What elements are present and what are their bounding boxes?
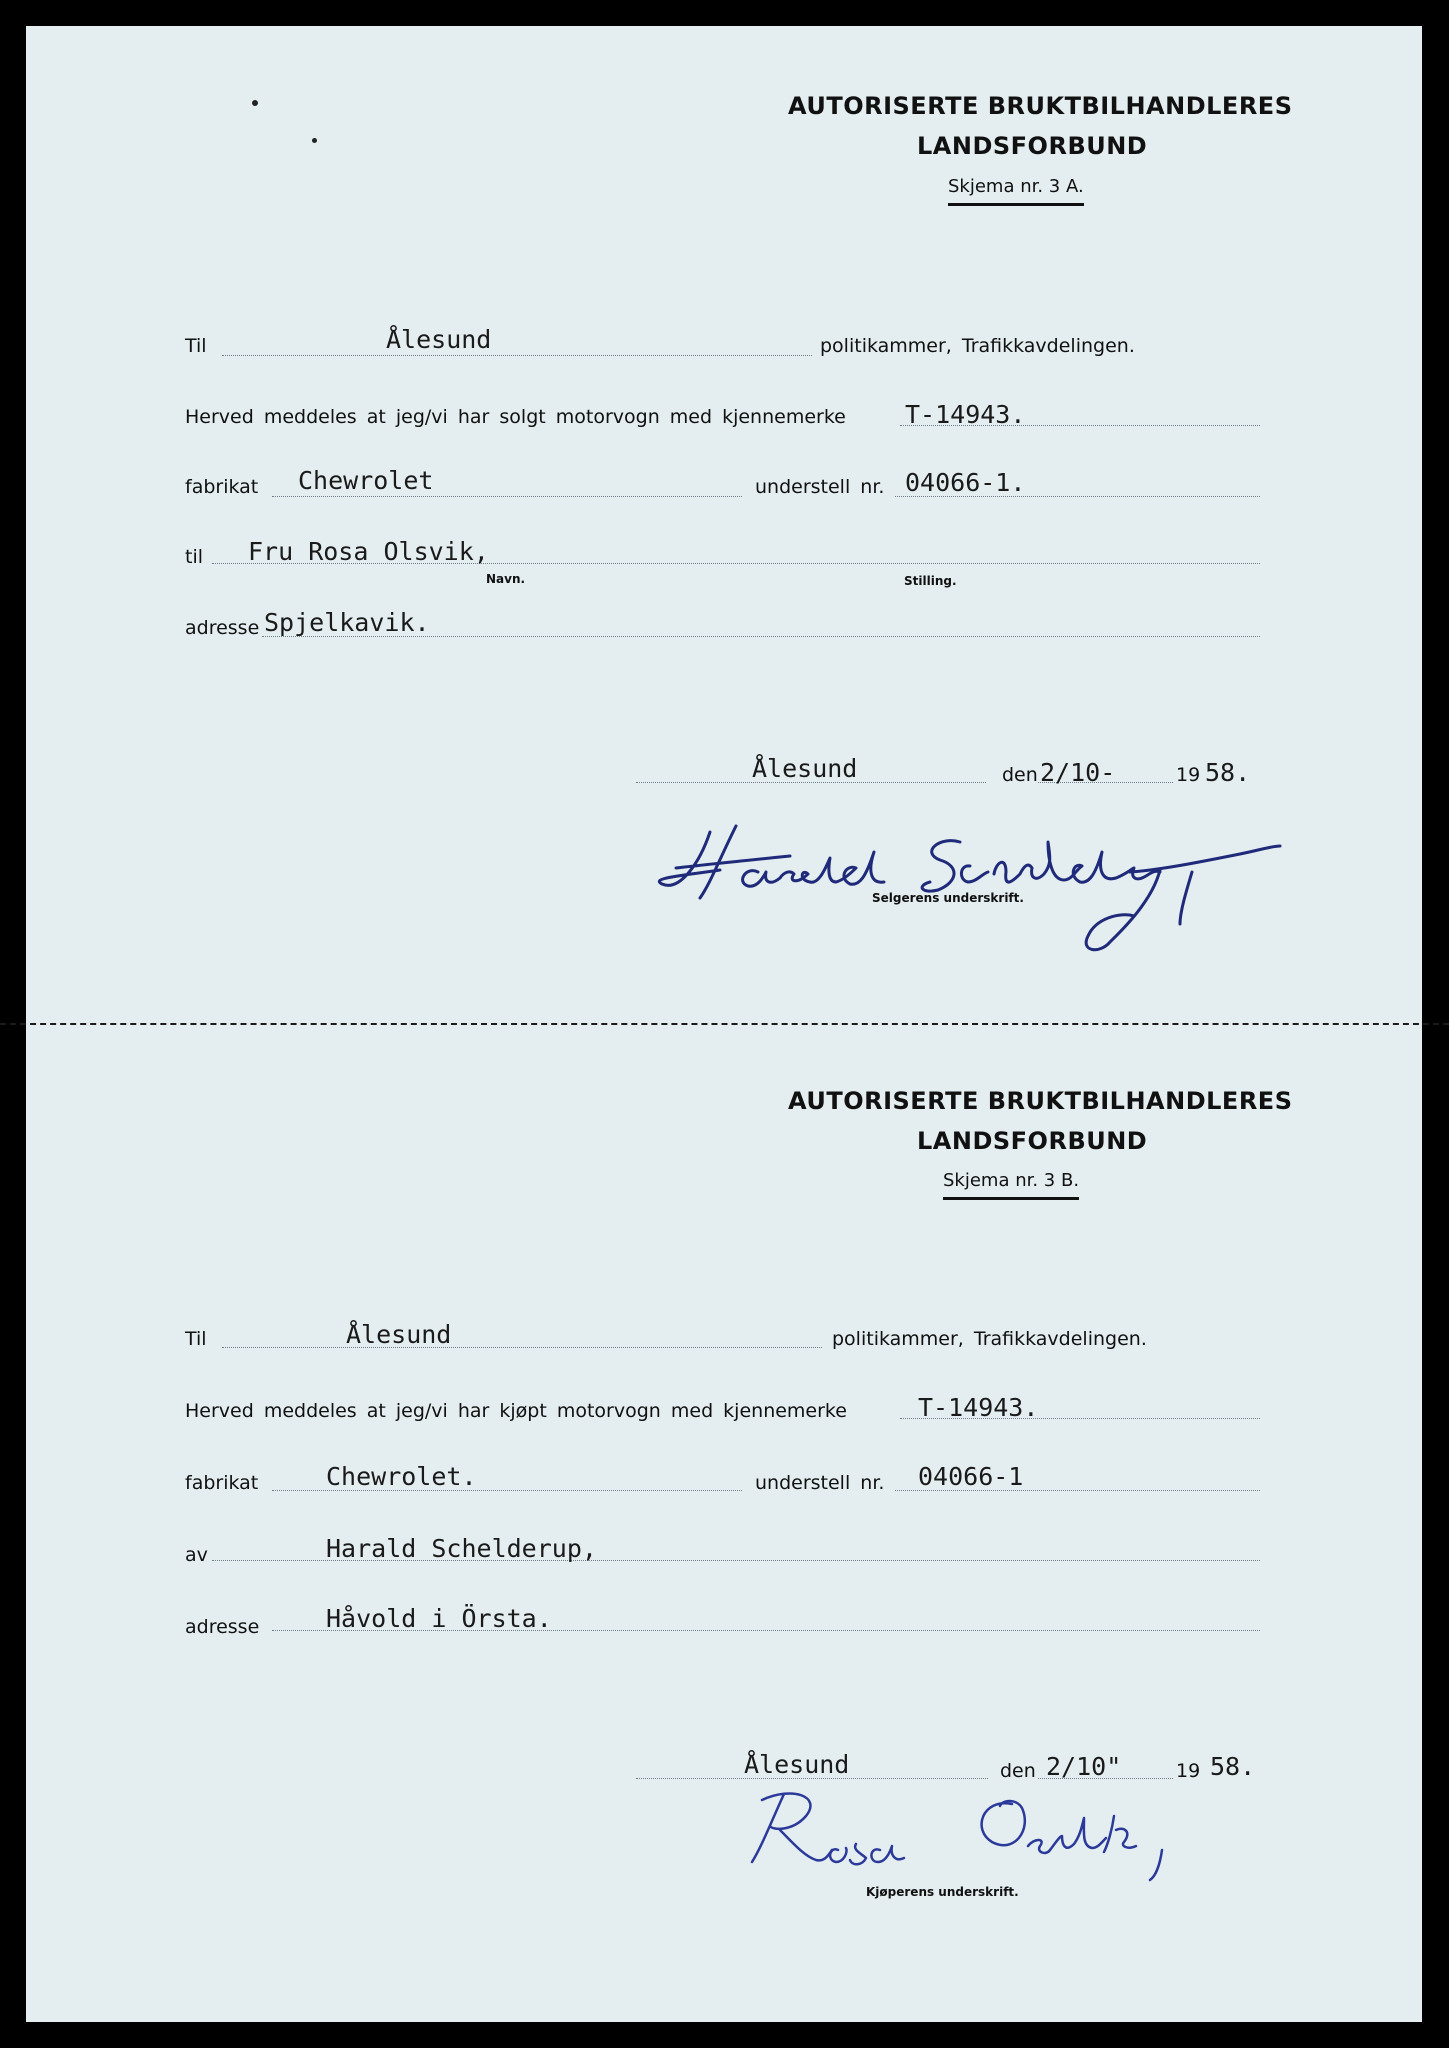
seller-signature-caption: Selgerens underskrift. (872, 891, 1024, 905)
organization-name: AUTORISERTE BRUKTBILHANDLERES (788, 92, 1293, 120)
fabrikat-label: fabrikat (185, 1472, 259, 1494)
til-line (222, 355, 812, 356)
buyer-name-value: Fru Rosa Olsvik, (248, 537, 489, 566)
manufacturer-value: Chewrolet. (326, 1462, 477, 1491)
understell-label: understell nr. (755, 1472, 885, 1494)
til-suffix: politikammer, Trafikkavdelingen. (820, 335, 1135, 357)
position-caption: Stilling. (904, 574, 957, 588)
seller-name-value: Harald Schelderup, (326, 1534, 597, 1563)
buyer-signature-caption: Kjøperens underskrift. (866, 1885, 1019, 1899)
seller-label: av (185, 1544, 208, 1566)
form-number: Skjema nr. 3 A. (948, 176, 1084, 206)
form-number: Skjema nr. 3 B. (943, 1170, 1079, 1200)
date-label: den (1002, 764, 1038, 786)
til-line (222, 1347, 822, 1348)
ink-speck (312, 138, 317, 143)
registration-number-value: T-14943. (905, 400, 1026, 429)
date-label: den (1000, 1760, 1036, 1782)
declaration-label: Herved meddeles at jeg/vi har solgt motorvogn med kjennemerke (185, 406, 846, 428)
address-value: Håvold i Örsta. (326, 1604, 552, 1633)
address-label: adresse (185, 1616, 260, 1638)
understell-label: understell nr. (755, 476, 885, 498)
organization-name-line2: LANDSFORBUND (917, 132, 1148, 160)
address-label: adresse (185, 617, 260, 639)
til-suffix: politikammer, Trafikkavdelingen. (832, 1328, 1147, 1350)
place-value: Ålesund (752, 754, 858, 783)
police-district-value: Ålesund (346, 1320, 452, 1349)
year-prefix: 19 (1176, 764, 1201, 786)
til-label: Til (185, 1328, 207, 1350)
police-district-value: Ålesund (386, 325, 492, 354)
name-caption: Navn. (486, 572, 526, 586)
year-value: 58. (1210, 1752, 1256, 1781)
ink-speck (252, 100, 258, 106)
year-value: 58. (1205, 758, 1251, 787)
chassis-number-value: 04066-1. (905, 468, 1026, 497)
organization-name-line2: LANDSFORBUND (917, 1127, 1148, 1155)
perforation-line (0, 1023, 1449, 1025)
buyer-signature (732, 1780, 1212, 1890)
buyer-label: til (185, 546, 204, 568)
declaration-label: Herved meddeles at jeg/vi har kjøpt motorvogn med kjennemerke (185, 1400, 847, 1422)
date-value: 2/10- (1040, 758, 1116, 787)
date-value: 2/10" (1046, 1752, 1122, 1781)
chassis-number-value: 04066-1 (918, 1462, 1024, 1491)
year-prefix: 19 (1176, 1760, 1201, 1782)
registration-number-value: T-14943. (918, 1393, 1039, 1422)
fabrikat-label: fabrikat (185, 476, 259, 498)
address-value: Spjelkavik. (264, 608, 430, 637)
organization-name: AUTORISERTE BRUKTBILHANDLERES (788, 1087, 1293, 1115)
til-label: Til (185, 335, 207, 357)
seller-signature (640, 812, 1290, 962)
fabrikat-line (272, 496, 742, 497)
place-value: Ålesund (744, 1750, 850, 1779)
manufacturer-value: Chewrolet (298, 466, 434, 495)
